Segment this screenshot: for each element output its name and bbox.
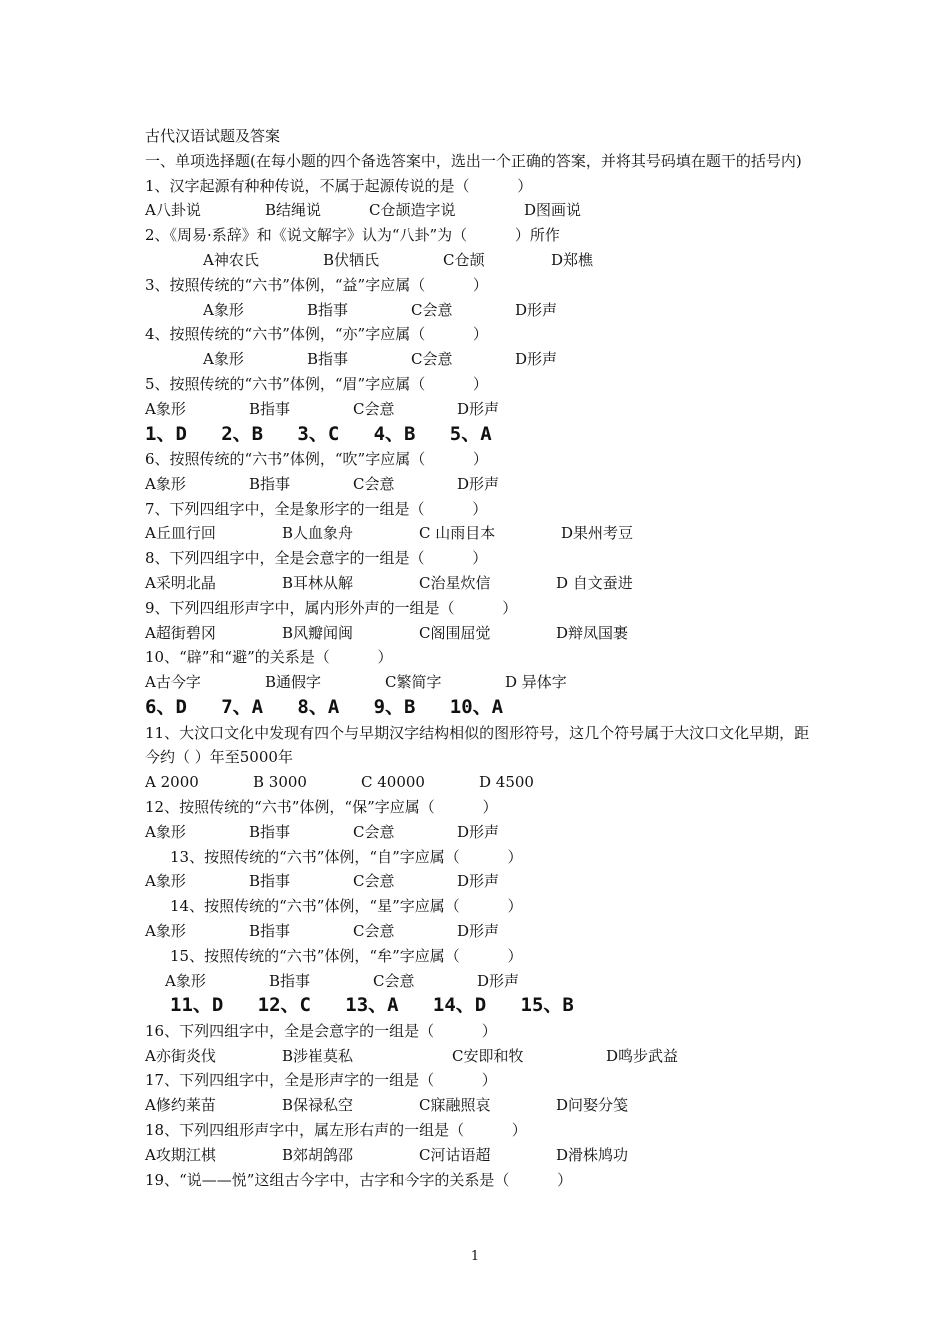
option-c: C阁围屈觉 xyxy=(419,623,491,642)
answer-key-2: 6、D 7、A 8、A 9、B 10、A xyxy=(145,696,504,719)
option-a: A象形 xyxy=(165,971,206,990)
document-title: 古代汉语试题及答案 xyxy=(145,127,281,145)
question-9: 9、下列四组形声字中，属内形外声的一组是（ ） xyxy=(145,598,518,617)
option-c: C 山雨目本 xyxy=(419,524,496,543)
options-4 xyxy=(145,347,815,372)
option-d: D图画说 xyxy=(524,201,582,220)
option-c: C寐融照哀 xyxy=(419,1096,491,1115)
options-3 xyxy=(145,298,815,323)
option-b: B保禄私空 xyxy=(282,1096,354,1115)
option-d: D形声 xyxy=(457,822,500,841)
options-12 xyxy=(145,820,815,845)
question-15: 15、按照传统的“六书”体例，“牟”字应属（ ） xyxy=(170,946,523,965)
question-3: 3、按照传统的“六书”体例，“益”字应属（ ） xyxy=(145,275,488,294)
options-15 xyxy=(145,969,815,994)
option-b: B结绳说 xyxy=(265,201,322,220)
question-17: 17、下列四组字中，全是形声字的一组是（ ） xyxy=(145,1071,497,1090)
options-13 xyxy=(145,869,815,894)
option-a: A象形 xyxy=(145,872,186,891)
option-b: B指事 xyxy=(249,474,291,493)
option-d: D问娶分笺 xyxy=(556,1096,629,1115)
question-12: 12、按照传统的“六书”体例，“保”字应属（ ） xyxy=(145,797,498,816)
option-a: A象形 xyxy=(145,399,186,418)
question-14: 14、按照传统的“六书”体例，“星”字应属（ ） xyxy=(170,897,523,916)
option-b: B指事 xyxy=(249,822,291,841)
question-8: 8、下列四组字中，全是会意字的一组是（ ） xyxy=(145,549,488,568)
option-c: C会意 xyxy=(353,474,395,493)
question-13: 13、按照传统的“六书”体例，“自”字应属（ ） xyxy=(170,847,523,866)
option-d: D形声 xyxy=(515,300,558,319)
option-d: D郑樵 xyxy=(551,250,594,269)
page-number: 1 xyxy=(470,1249,480,1264)
question-10: 10、“辟”和“避”的关系是（ ） xyxy=(145,648,393,667)
options-10 xyxy=(145,670,815,695)
option-d: D形声 xyxy=(477,971,520,990)
option-c: C会意 xyxy=(353,872,395,891)
options-9 xyxy=(145,621,815,646)
option-a: A象形 xyxy=(145,822,186,841)
question-2: 2、《周易·系辞》和《说文解字》认为“八卦”为（ ）所作 xyxy=(145,226,560,245)
option-d: D果州考豆 xyxy=(561,524,634,543)
option-c: C仓颉 xyxy=(443,250,485,269)
option-a: A八卦说 xyxy=(145,201,201,220)
option-c: C安即和牧 xyxy=(452,1046,524,1065)
options-1 xyxy=(145,198,815,223)
option-c: C河诂语超 xyxy=(419,1145,491,1164)
question-16: 16、下列四组字中，全是会意字的一组是（ ） xyxy=(145,1021,497,1040)
option-a: A古今字 xyxy=(145,673,201,692)
option-c: C会意 xyxy=(353,822,395,841)
document-body xyxy=(145,124,815,1192)
option-c: C治星炊信 xyxy=(419,574,491,593)
option-d: D形声 xyxy=(515,350,558,369)
option-c: C繁简字 xyxy=(385,673,442,692)
option-a: A象形 xyxy=(145,921,186,940)
option-c: C会意 xyxy=(411,350,453,369)
option-d: D 异体字 xyxy=(505,673,567,692)
option-a: A 2000 xyxy=(145,773,199,792)
option-a: A修约莱苗 xyxy=(145,1096,216,1115)
option-b: B指事 xyxy=(307,350,349,369)
option-d: D 4500 xyxy=(479,773,534,792)
options-14 xyxy=(145,919,815,944)
question-19: 19、“说——悦”这组古今字中，古字和今字的关系是（ ） xyxy=(145,1170,573,1189)
option-d: D鸣步武益 xyxy=(606,1046,679,1065)
option-a: A神农氏 xyxy=(203,250,259,269)
option-a: A象形 xyxy=(145,474,186,493)
option-b: B风瓣闻闽 xyxy=(282,623,354,642)
options-2 xyxy=(145,248,815,273)
option-b: B郊胡鸽邵 xyxy=(282,1145,354,1164)
answer-key-3: 11、D 12、C 13、A 14、D 15、B xyxy=(170,994,574,1017)
question-1: 1、汉字起源有种种传说，不属于起源传说的是（ ） xyxy=(145,176,533,195)
question-7: 7、下列四组字中，全是象形字的一组是（ ） xyxy=(145,499,488,518)
options-11 xyxy=(145,770,815,795)
options-17 xyxy=(145,1093,815,1118)
option-d: D形声 xyxy=(457,921,500,940)
option-a: A象形 xyxy=(203,300,244,319)
options-7 xyxy=(145,521,815,546)
option-c: C 40000 xyxy=(361,773,425,792)
options-16 xyxy=(145,1044,815,1069)
options-18 xyxy=(145,1143,815,1168)
option-d: D形声 xyxy=(457,474,500,493)
option-b: B指事 xyxy=(307,300,349,319)
question-11: 11、大汶口文化中发现有四个与早期汉字结构相似的图形符号，这几个符号属于大汶口文化早期，距今约（ ）年至5000年 xyxy=(145,723,810,767)
options-6 xyxy=(145,472,815,497)
option-b: B伏牺氏 xyxy=(323,250,380,269)
question-18: 18、下列四组形声字中，属左形右声的一组是（ ） xyxy=(145,1120,527,1139)
option-d: D形声 xyxy=(457,872,500,891)
option-b: B 3000 xyxy=(253,773,307,792)
option-c: C会意 xyxy=(353,399,395,418)
options-8 xyxy=(145,571,815,596)
option-a: A采明北晶 xyxy=(145,574,216,593)
option-c: C会意 xyxy=(411,300,453,319)
option-a: A超街碧冈 xyxy=(145,623,216,642)
question-5: 5、按照传统的“六书”体例，“眉”字应属（ ） xyxy=(145,374,488,393)
options-5 xyxy=(145,397,815,422)
answer-key-1: 1、D 2、B 3、C 4、B 5、A xyxy=(145,422,492,445)
question-4: 4、按照传统的“六书”体例，“亦”字应属（ ） xyxy=(145,325,488,344)
option-c: C仓颉造字说 xyxy=(369,201,456,220)
option-c: C会意 xyxy=(373,971,415,990)
option-b: B涉崔莫私 xyxy=(282,1046,354,1065)
question-6: 6、按照传统的“六书”体例，“吹”字应属（ ） xyxy=(145,450,488,469)
option-b: B指事 xyxy=(269,971,311,990)
option-a: A攻期江棋 xyxy=(145,1145,216,1164)
option-b: B耳林从解 xyxy=(282,574,354,593)
option-c: C会意 xyxy=(353,921,395,940)
option-a: A象形 xyxy=(203,350,244,369)
option-d: D形声 xyxy=(457,399,500,418)
option-d: D滑株鸠功 xyxy=(556,1145,629,1164)
option-a: A亦街炎伐 xyxy=(145,1046,216,1065)
option-b: B指事 xyxy=(249,872,291,891)
option-b: B指事 xyxy=(249,921,291,940)
section-heading: 一、单项选择题(在每小题的四个备选答案中，选出一个正确的答案，并将其号码填在题干的括号内) xyxy=(145,151,802,170)
option-b: B通假字 xyxy=(265,673,322,692)
option-d: D 自文蚕进 xyxy=(556,574,633,593)
option-b: B指事 xyxy=(249,399,291,418)
option-d: D辩凤国裹 xyxy=(556,623,629,642)
option-b: B人血象舟 xyxy=(282,524,354,543)
option-a: A丘皿行回 xyxy=(145,524,216,543)
